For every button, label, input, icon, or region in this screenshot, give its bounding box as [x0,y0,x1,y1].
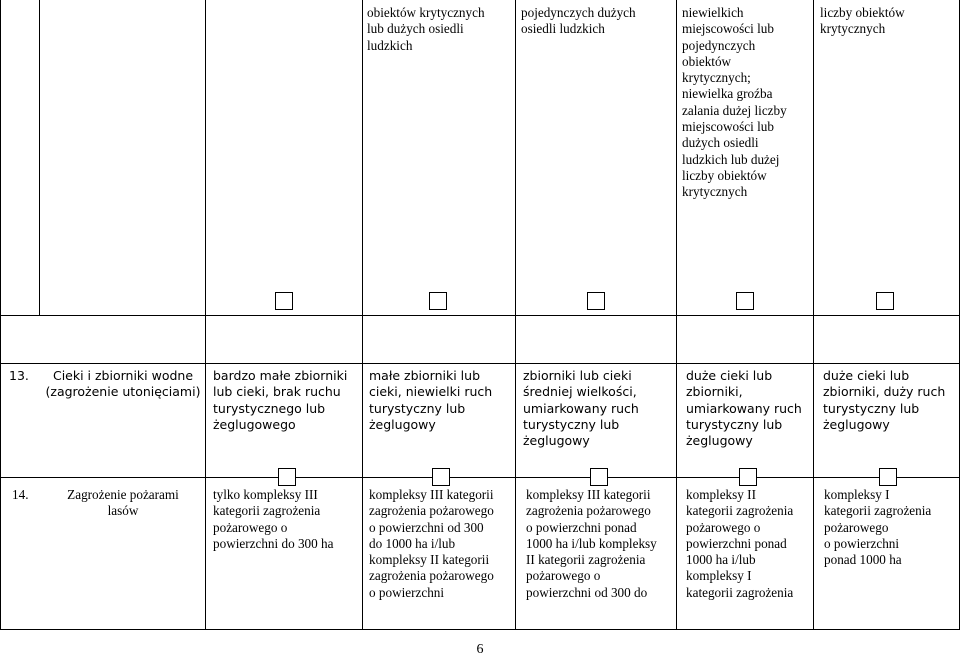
text-line: ludzkich [367,37,413,53]
row-14-title [42,487,204,520]
text-line: kategorii zagrożenia [686,503,794,519]
text-line: duże cieki lub [686,368,773,383]
text-line: ludzkich lub dużej [682,151,780,167]
text-line: pożarowego o [526,568,601,584]
text-line: krytycznych [820,21,886,37]
row-14-category-5 [824,487,958,568]
text-line: kompleksy I [686,568,752,584]
text-line: liczby obiektów [820,5,905,20]
text-line: zbiorniki, [686,384,743,400]
text-line: turystyczny lub [523,416,620,432]
text-line: kompleksy II [686,487,756,502]
checkbox[interactable] [736,292,754,310]
row-14-number: 14. [12,487,29,502]
text-line: żeglugowy [369,416,436,432]
top-row-col1-text [367,5,515,54]
text-line: o powierzchni od 300 [369,519,484,535]
text-line: 1000 ha i/lub kompleksy [526,535,657,551]
text-line: kompleksy II kategorii [369,552,490,568]
text-line: kategorii zagrożenia [824,503,932,519]
text-line: do 1000 ha i/lub [369,535,456,551]
text-line: kategorii zagrożenia [686,584,794,600]
text-line: osiedli ludzkich [521,21,605,37]
row-divider [0,477,960,478]
text-line: liczby obiektów [682,167,767,183]
row-13-category-3 [523,368,675,449]
checkbox[interactable] [432,468,450,486]
text-line: umiarkowany ruch [686,400,802,416]
row-13-category-1 [213,368,361,433]
text-line: krytycznych; [682,70,751,86]
text-line: kompleksy III kategorii [526,487,651,502]
column-divider [39,0,40,315]
top-row-col3-text [682,5,812,201]
text-line: powierzchni ponad [686,535,787,551]
top-row-col4-text [820,5,958,38]
text-line: lasów [107,503,139,519]
top-row-col2-text [521,5,671,38]
row-divider [0,315,960,316]
text-line: turystyczny lub [369,400,466,416]
text-line: duże cieki lub [823,368,910,383]
row-13-category-2 [369,368,514,433]
text-line: dużych osiedli [682,135,759,151]
text-line: cieki, niewielki ruch [369,384,493,400]
page-number: 6 [476,642,484,657]
text-line: obiektów krytycznych [367,5,485,20]
text-line: niewielka groźba [682,86,773,102]
text-line: zalania dużej liczby [682,102,787,118]
text-line: zbiorniki lub cieki [523,368,632,383]
checkbox[interactable] [879,468,897,486]
text-line: żeglugowy [686,433,753,449]
text-line: niewielkich [682,5,744,20]
text-line: żeglugowy [823,416,890,432]
text-line: zagrożenia pożarowego [526,503,651,519]
text-line: lub dużych osiedli [367,21,464,37]
text-line: tylko kompleksy III [213,487,318,502]
text-line: kompleksy I [824,487,890,502]
checkbox[interactable] [739,468,757,486]
row-14-category-3 [526,487,675,601]
text-line: pożarowego [824,519,889,535]
checkbox[interactable] [278,468,296,486]
row-13-category-4 [686,368,812,449]
text-line: powierzchni od 300 do [526,584,648,600]
row-divider [0,363,960,364]
checkbox[interactable] [275,292,293,310]
text-line: Cieki i zbiorniki wodne [52,368,194,383]
text-line: żeglugowy [523,433,590,449]
text-line: o powierzchni [824,535,900,551]
row-14-category-4 [686,487,812,601]
text-line: krytycznych [682,184,748,200]
text-line: średniej wielkości, [523,384,637,400]
checkbox[interactable] [587,292,605,310]
text-line: kategorii zagrożenia [213,503,321,519]
row-14-category-2 [369,487,514,601]
text-line: umiarkowany ruch [523,400,639,416]
row-13-category-5 [823,368,958,433]
text-line: żeglugowego [213,416,296,432]
row-13-number: 13. [9,368,29,383]
text-line: pojedynczych [682,37,756,53]
text-line: miejscowości lub [682,21,774,37]
text-line: obiektów [682,53,732,69]
text-line: bardzo małe zbiorniki [213,368,348,383]
text-line: turystycznego lub [213,400,326,416]
checkbox[interactable] [590,468,608,486]
text-line: Zagrożenie pożarami [67,487,179,502]
row-14-category-1 [213,487,361,552]
text-line: (zagrożenie utonięciami) [45,384,201,400]
checkbox[interactable] [429,292,447,310]
checkbox[interactable] [876,292,894,310]
text-line: 1000 ha i/lub [686,552,756,568]
text-line: zagrożenia pożarowego [369,503,494,519]
text-line: II kategorii zagrożenia [526,552,646,568]
text-line: o powierzchni ponad [526,519,637,535]
text-line: zbiorniki, duży ruch [823,384,946,400]
table-border-bottom [0,629,960,630]
text-line: zagrożenia pożarowego [369,568,494,584]
text-line: pojedynczych dużych [521,5,636,20]
text-line: o powierzchni [369,584,445,600]
text-line: małe zbiorniki lub [369,368,480,383]
text-line: turystyczny lub [823,400,920,416]
text-line: lub cieki, brak ruchu [213,384,341,400]
text-line: miejscowości lub [682,119,774,135]
text-line: pożarowego o [686,519,761,535]
text-line: pożarowego o [213,519,288,535]
row-13-title [42,368,204,401]
text-line: ponad 1000 ha [824,552,902,568]
text-line: turystyczny lub [686,416,783,432]
text-line: kompleksy III kategorii [369,487,494,502]
text-line: powierzchni do 300 ha [213,535,334,551]
